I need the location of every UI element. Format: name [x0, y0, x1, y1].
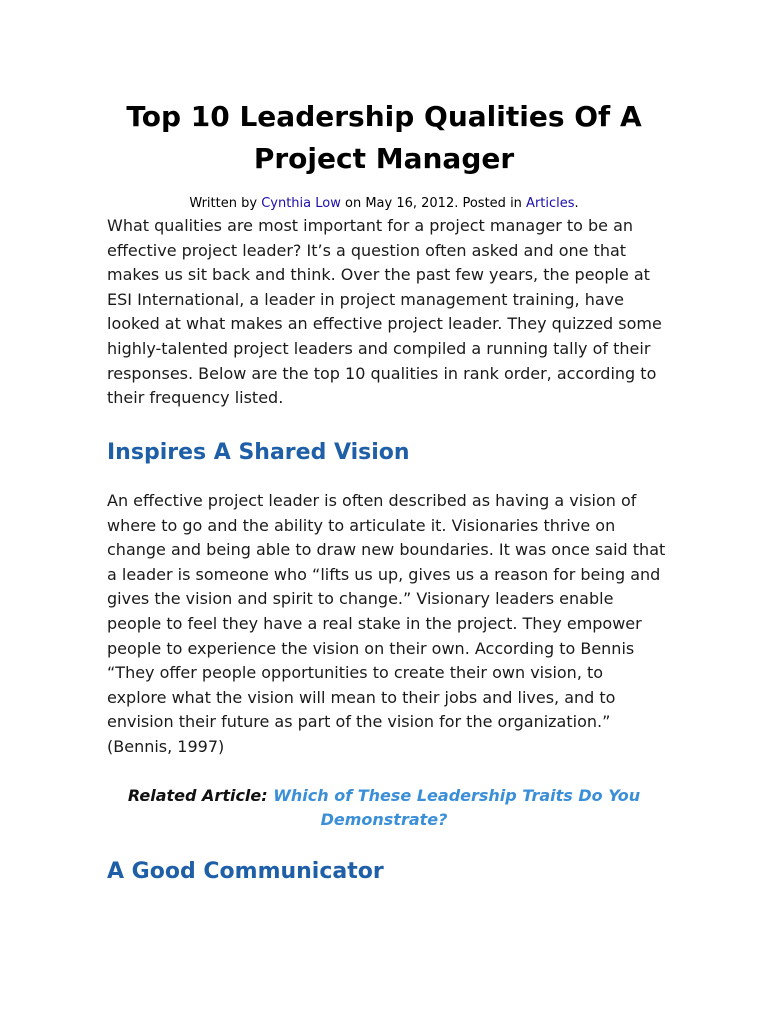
section-heading-shared-vision: Inspires A Shared Vision: [107, 440, 410, 465]
section-heading-good-communicator: A Good Communicator: [107, 859, 384, 884]
related-article-label: Related Article:: [127, 786, 268, 805]
byline-suffix: .: [574, 196, 579, 211]
category-link[interactable]: Articles: [526, 196, 575, 211]
related-article: [120, 784, 648, 832]
intro-paragraph: What qualities are most important for a project manager to be an effective project leader? It’s a question often asked and one that makes us sit back and think. Over the past few years, the people at ESI International, a leader in project management training, have looked at what makes an effective project leader. They quizzed some highly-talented project leaders and compiled a running tally of their responses. Below are the top 10 qualities in rank order, according to their frequency listed.: [107, 216, 662, 408]
related-article-link[interactable]: Which of These Leadership Traits Do You Demonstrate?: [273, 786, 641, 829]
article-byline: [0, 195, 768, 213]
author-link[interactable]: Cynthia Low: [261, 196, 341, 211]
byline-prefix: Written by: [189, 196, 262, 211]
article-title: Top 10 Leadership Qualities Of A Project Manager: [126, 100, 642, 175]
byline-middle: on May 16, 2012. Posted in: [340, 196, 527, 211]
shared-vision-paragraph: An effective project leader is often described as having a vision of where to go and the ability to articulate it. Visionaries thrive on change and being able to draw new boundaries. It was once said that a leader is someone who “lifts us up, gives us a reason for being and gives the vision and spirit to change.” Visionary leaders enable people to feel they have a real stake in the project. They empower people to experience the vision on their own. According to Bennis “They offer people opportunities to create their own vision, to explore what the vision will mean to their jobs and lives, and to envision their future as part of the vision for the organization.” (Bennis, 1997): [107, 491, 666, 756]
